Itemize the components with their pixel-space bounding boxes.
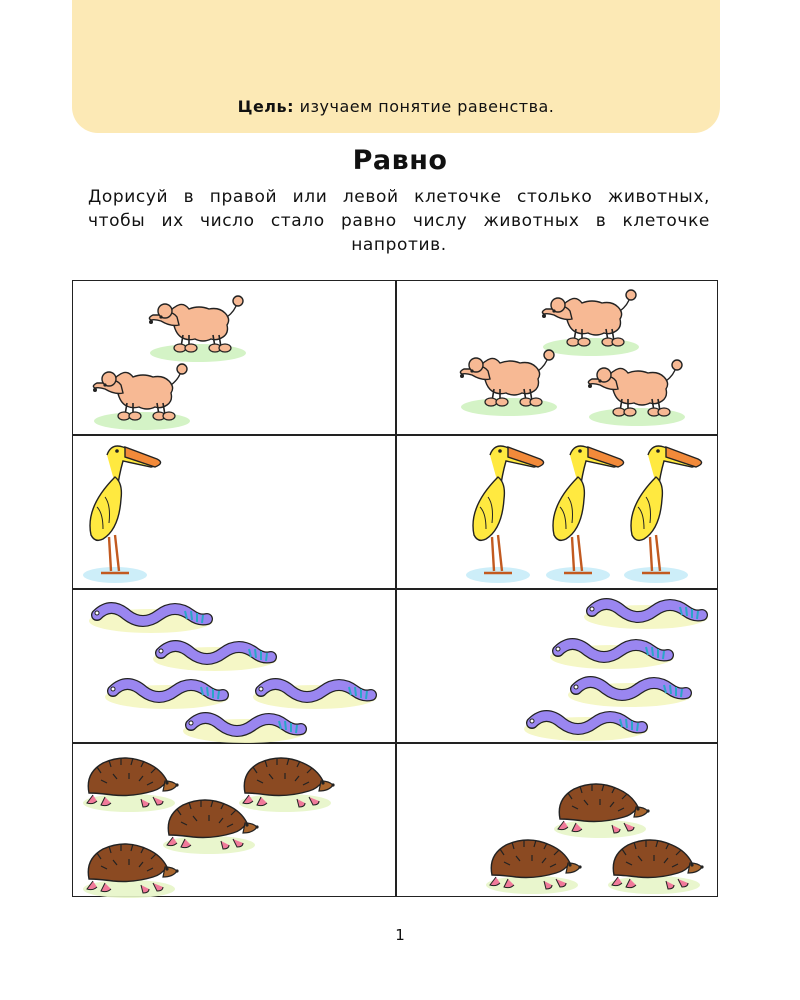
page-number: 1 bbox=[395, 926, 405, 944]
cell-bird-right[interactable] bbox=[396, 435, 718, 588]
cell-worm-left[interactable] bbox=[73, 589, 395, 742]
cell-hedgehog-left[interactable] bbox=[73, 743, 395, 896]
goal-label: Цель: bbox=[237, 97, 295, 116]
worm-icon bbox=[520, 707, 654, 747]
poodle-icon bbox=[143, 291, 253, 367]
instruction-line-3: напротив. bbox=[351, 235, 447, 255]
worm-icon bbox=[85, 599, 219, 639]
cell-bird-left[interactable] bbox=[73, 435, 395, 588]
cell-worm-right[interactable] bbox=[396, 589, 718, 742]
goal-line bbox=[72, 97, 720, 116]
worm-icon bbox=[580, 595, 714, 635]
worm-icon bbox=[149, 637, 283, 677]
poodle-icon bbox=[454, 345, 564, 421]
bird-icon bbox=[542, 437, 628, 591]
page-title: Равно bbox=[352, 145, 448, 176]
worm-icon bbox=[546, 635, 680, 675]
cell-poodle-left[interactable] bbox=[73, 281, 395, 434]
hedgehog-icon bbox=[81, 839, 181, 905]
goal-text: изучаем понятие равенства. bbox=[299, 97, 555, 116]
poodle-icon bbox=[87, 359, 197, 435]
poodle-icon bbox=[582, 355, 692, 431]
hedgehog-icon bbox=[484, 835, 584, 901]
bird-icon bbox=[79, 437, 165, 591]
bird-icon bbox=[620, 437, 706, 591]
cell-poodle-right[interactable] bbox=[396, 281, 718, 434]
bird-icon bbox=[462, 437, 548, 591]
comparison-grid bbox=[72, 280, 718, 897]
instruction-line-2: чтобы их число стало равно числу животных в клеточке bbox=[88, 211, 710, 231]
hedgehog-icon bbox=[606, 835, 706, 901]
instruction-line-1: Дорисуй в правой или левой клеточке столько животных, bbox=[88, 187, 710, 207]
goal-banner bbox=[72, 0, 720, 133]
cell-hedgehog-right[interactable] bbox=[396, 743, 718, 896]
